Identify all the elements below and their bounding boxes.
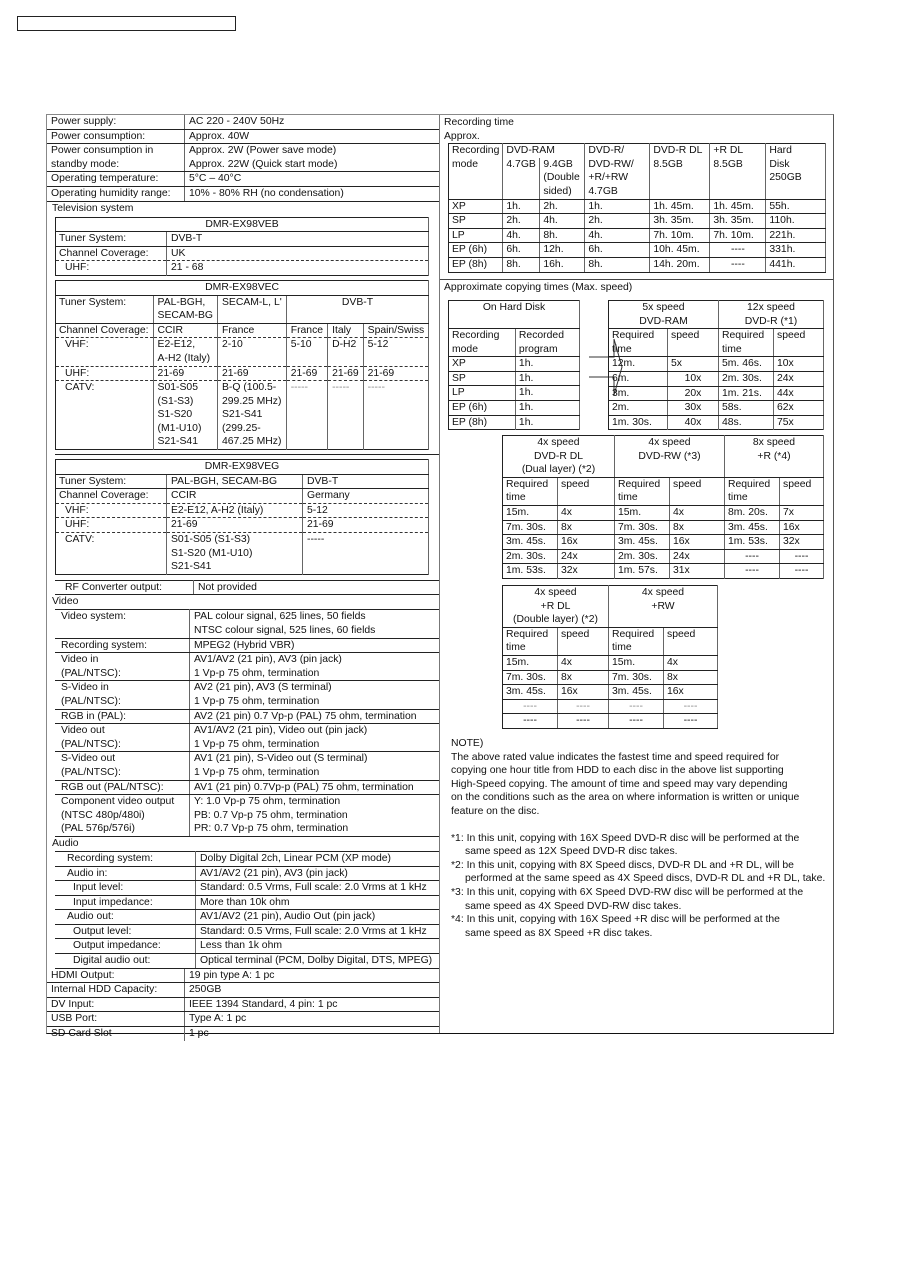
note-section: NOTE) The above rated value indicates the fastest time and speed required for copying one hour title from HDD to each disc in the above list supporting High-Speed copying. The amount of time and speed may vary depending on the conditions such as the area on where information is written or unique feature on the disc. *1: In this unit, copying with 16X Speed DVD-R disc will be performed at the same speed as 12X Speed DVD-R disc takes. *2: In this unit, copying with 8X Speed discs, DVD-R DL and +R DL, will be performed at the same speed as 4X Speed discs, DVD-R DL and +R DL, take. *3: In this unit, copying with 6X Speed DVD-RW disc will be performed at the same speed as 4X Speed DVD-RW disc takes. *4: In this unit, copying with 16X Speed +R disc will be performed at the same speed as 8X Speed +R disc takes.: [451, 737, 831, 940]
section-title-television: Television system: [52, 202, 134, 214]
recording-time-table: Recording mode DVD-RAM DVD-R/ DVD-RW/ +R/+RW 4.7GB DVD-R DL 8.5GB +R DL 8.5GB Hard Disk 250GB 4.7GB 9.4GB (Double sided) XP 1h. 2h. 1h. 1h. 45m. 1h. 45m. 55h. SP 2h. 4h. 2h. 3h. 35m. 3h. 35m. 110h. LP 4h. 8h. 4h. 7h. 10m. 7h. 10m. 221h. EP (6h) 6h. 12h. 6h. 10h. 45m. ---- 331h. EP (8h) 8h. 16h. 8h. 14h. 20m. ---- 441h.: [448, 143, 826, 272]
spec-page: [46, 114, 834, 1040]
spec-row: Operating temperature: 5°C – 40°C: [47, 172, 439, 187]
copying-title: Approximate copying times (Max. speed): [440, 279, 833, 295]
table-row: SP 2h. 4h. 2h. 3h. 35m. 3h. 35m. 110h.: [449, 214, 826, 229]
recording-time-title: Recording time: [444, 117, 514, 128]
copy-table-dvdram-dvdr: 5x speed DVD-RAM 12x speed DVD-R (*1) Required time speed Required time speed 12m. 5x 5m. 46s. 10x 6m. 10x 2m. 30s. 24x 3m. 20x 1m. 21s. 44x 2m. 30x 58s. 62x 1m. 30s. 40x 48s. 75x: [608, 300, 824, 430]
section-title-video: Video: [52, 596, 79, 608]
model-table-vec: DMR-EX98VEC Tuner System: PAL-BGH, SECAM-BG SECAM-L, L' DVB-T Channel Coverage: CCIR France France Italy Spain/Swiss VHF: E2-E12, A-H2 (Italy) 2-10 5-10 D-H2 5-12 UHF: 21-69 21-69 21-69 21-69 21-69 CATV: S01-S05 (S1-S3) S1-S20 (M1-U10) S21-S41 B-Q (100.5- 299.25 MHz) S21-S41 (299.25- 467.25 MHz) ----- ----- -----: [55, 280, 429, 450]
rf-converter-table: RF Converter output: Not provided: [55, 580, 439, 596]
table-row: XP 1h. 2h. 1h. 1h. 45m. 1h. 45m. 55h.: [449, 199, 826, 214]
spec-row: Operating humidity range: 10% - 80% RH (no condensation): [47, 186, 439, 201]
footnote-4: *4: In this unit, copying with 16X Speed +R disc will be performed at the same speed as 8X Speed +R disc takes.: [451, 914, 780, 939]
header-box: [17, 16, 236, 31]
video-specs-table: Video system: PAL colour signal, 625 lines, 50 fields NTSC colour signal, 525 lines, 60 fields Recording system: MPEG2 (Hybrid VBR) Video in (PAL/NTSC): AV1/AV2 (21 pin), AV3 (pin jack) 1 Vp-p 75 ohm, termination S-Video in (PAL/NTSC): AV2 (21 pin), AV3 (S terminal) 1 Vp-p 75 ohm, termination RGB in (PAL): AV2 (21 pin) 0.7 Vp-p (PAL) 75 ohm, termination Video out (PAL/NTSC): AV1/AV2 (21 pin), Video out (pin jack) 1 Vp-p 75 ohm, termination S-Video out (PAL/NTSC): AV1 (21 pin), S-Video out (S terminal) 1 Vp-p 75 ohm, termination RGB out (PAL/NTSC): AV1 (21 pin) 0.7Vp-p (PAL) 75 ohm, termination Component video output (NTSC 480p/480i) (PAL 576p/576i) Y: 1.0 Vp-p 75 ohm, termination PB: 0.7 Vp-p 75 ohm, termination PR: 0.7 Vp-p 75 ohm, termination: [55, 609, 439, 837]
misc-specs-table: HDMI Output: 19 pin type A: 1 pc Internal HDD Capacity: 250GB DV Input: IEEE 1394 Standard, 4 pin: 1 pc USB Port: Type A: 1 pc SD Card Slot 1 pc: [47, 969, 439, 1041]
spec-row: Power consumption: Approx. 40W: [47, 129, 439, 144]
spec-row: Power supply: AC 220 - 240V 50Hz: [47, 115, 439, 129]
table-row: EP (8h) 8h. 16h. 8h. 14h. 20m. ---- 441h.: [449, 257, 826, 272]
model-table-veb: DMR-EX98VEB Tuner System: DVB-T Channel Coverage: UK UHF: 21 - 68: [55, 217, 429, 276]
copy-table-dvdrdl-dvdrw-r: 4x speed DVD-R DL (Dual layer) (*2) 4x speed DVD-RW (*3) 8x speed +R (*4) Required time speed Required time speed Required time speed 15m. 4x 15m. 4x 8m. 20s. 7x 7m. 30s. 8x 7m. 30s. 8x 3m. 45s. 16x 3m. 45s. 16x 3m. 45s. 16x 1m. 53s. 32x 2m. 30s. 24x 2m. 30s. 24x ---- ---- 1m. 53s. 32x 1m. 57s. 31x ---- ----: [502, 435, 824, 579]
general-specs-table: [47, 115, 439, 202]
footnote-2: *2: In this unit, copying with 8X Speed discs, DVD-R DL and +R DL, will be performed at the same speed as 4X Speed discs, DVD-R DL and +R DL, take.: [451, 859, 826, 885]
model-table-veg: DMR-EX98VEG Tuner System: PAL-BGH, SECAM-BG DVB-T Channel Coverage: CCIR Germany VHF: E2-E12, A-H2 (Italy) 5-12 UHF: 21-69 21-69 CATV: S01-S05 (S1-S3) S1-S20 (M1-U10) S21-S41 -----: [55, 459, 429, 575]
spec-row: Power consumption in standby mode: Approx. 2W (Power save mode) Approx. 22W (Quick start mode): [47, 144, 439, 172]
audio-specs-table: Recording system: Dolby Digital 2ch, Linear PCM (XP mode) Audio in: AV1/AV2 (21 pin), AV3 (pin jack) Input level: Standard: 0.5 Vrms, Full scale: 2.0 Vrms at 1 kHz Input impedance: More than 10k ohm Audio out: AV1/AV2 (21 pin), Audio Out (pin jack) Output level: Standard: 0.5 Vrms, Full scale: 2.0 Vrms at 1 kHz Output impedance: Less than 1k ohm Digital audio out: Optical terminal (PCM, Dolby Digital, DTS, MPEG): [55, 851, 439, 969]
table-row: LP 4h. 8h. 4h. 7h. 10m. 7h. 10m. 221h.: [449, 228, 826, 243]
footnote-1: *1: In this unit, copying with 16X Speed DVD-R disc will be performed at the same speed as 12X Speed DVD-R disc takes.: [451, 832, 800, 858]
left-column: [47, 115, 440, 1040]
footnote-3: *3: In this unit, copying with 6X Speed DVD-RW disc will be performed at the same speed as 4X Speed DVD-RW disc takes.: [451, 886, 804, 912]
hdd-copy-table: On Hard Disk Recording mode Recorded program XP 1h. SP 1h. LP 1h. EP (6h) 1h. EP (8h) 1h.: [448, 300, 580, 430]
copy-table-rdl-rw: 4x speed +R DL (Double layer) (*2) 4x speed +RW Required time speed Required time speed 15m. 4x 15m. 4x 7m. 30s. 8x 7m. 30s. 8x 3m. 45s. 16x 3m. 45s. 16x ---- ---- ---- ---- ---- ---- ---- ----: [502, 585, 718, 729]
table-row: EP (6h) 6h. 12h. 6h. 10h. 45m. ---- 331h.: [449, 243, 826, 258]
recording-time-subtitle: Approx.: [444, 130, 480, 142]
section-title-audio: Audio: [52, 837, 79, 849]
